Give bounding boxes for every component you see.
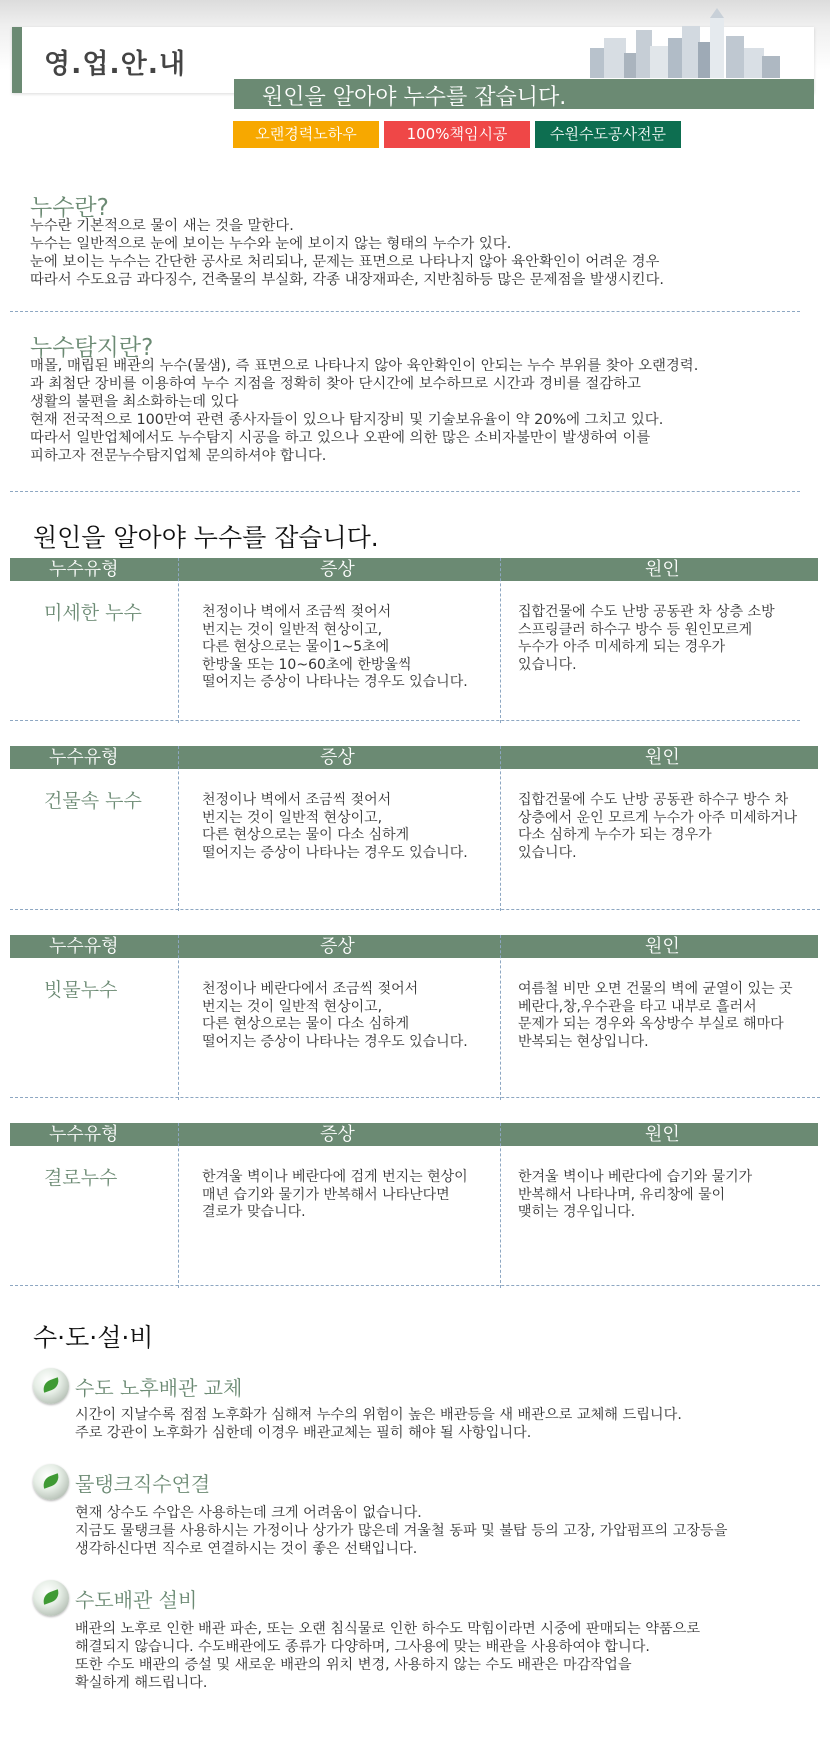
leak-symptom: 천정이나 벽에서 조금씩 젖어서 번지는 것이 일반적 현상이고, 다른 현상으로는 물이 다소 심하게 떨어지는 증상이 나타나는 경우도 있습니다. — [202, 792, 468, 861]
leak-type: 결로누수 — [44, 1167, 118, 1189]
section-heading-plumbing: 수·도·설·비 — [33, 1323, 154, 1352]
leaf-globe-icon — [33, 1580, 69, 1616]
column-divider — [500, 935, 501, 1100]
paragraph-line: 누수란 기본적으로 물이 새는 것을 말한다. — [30, 218, 294, 234]
leak-symptom: 한겨울 벽이나 베란다에 검게 번지는 현상이 매년 습기와 물기가 반복해서 나타난다면 결로가 맞습니다. — [202, 1169, 468, 1220]
paragraph-line: 현재 전국적으로 100만여 관련 종사자들이 있으나 탐지장비 및 기술보유율이 약 20%에 그치고 있다. — [30, 412, 664, 428]
service-description: 현재 상수도 수압은 사용하는데 크게 어려움이 없습니다. 지금도 물탱크를 사용하시는 가정이나 상가가 많은데 겨울철 동파 및 불탑 등의 고장, 가압펌프의 고장등을 생각하신다면 직수로 연결하시는 것이 좋은 선택입니다. — [75, 1505, 728, 1557]
col-label-cause: 원인 — [645, 559, 680, 580]
col-label-type: 누수유형 — [49, 1124, 119, 1145]
paragraph-line: 과 최첨단 장비를 이용하여 누수 지점을 정확히 찾아 단시간에 보수하므로 시간과 경비를 절감하고 — [30, 376, 641, 392]
leak-cause: 집합건물에 수도 난방 공동관 차 상층 소방 스프링클러 하수구 방수 등 원인모르게 누수가 아주 미세하게 되는 경우가 있습니다. — [518, 604, 775, 673]
paragraph-line: 피하고자 전문누수탐지업체 문의하셔야 합니다. — [30, 448, 327, 464]
service-title: 수도배관 설비 — [75, 1588, 198, 1612]
leak-type: 빗물누수 — [44, 979, 118, 1001]
leak-type-card — [10, 1123, 820, 1288]
paragraph-line: 따라서 일반업체에서도 누수탐지 시공을 하고 있으나 오판에 의한 많은 소비자불만이 발생하여 이를 — [30, 430, 651, 446]
divider — [10, 311, 800, 312]
card-header — [10, 935, 818, 958]
leaf-globe-icon — [33, 1464, 69, 1500]
city-buildings-illustration — [590, 8, 780, 78]
col-label-type: 누수유형 — [49, 747, 119, 768]
tag-responsibility: 100%책임시공 — [384, 121, 530, 148]
divider — [10, 1097, 820, 1098]
col-label-cause: 원인 — [645, 1124, 680, 1145]
leak-cause: 집합건물에 수도 난방 공동관 하수구 방수 차 상층에서 운인 모르게 누수가 아주 미세하거나 다소 심하게 누수가 되는 경우가 있습니다. — [518, 792, 798, 861]
card-header — [10, 558, 818, 581]
column-divider — [178, 1123, 179, 1288]
divider — [10, 1285, 820, 1286]
leak-symptom: 천정이나 베란다에서 조금씩 젖어서 번지는 것이 일반적 현상이고, 다른 현상으로는 물이 다소 심하게 떨어지는 증상이 나타나는 경우도 있습니다. — [202, 981, 468, 1050]
section-heading-leak: 누수란? — [30, 195, 109, 221]
col-label-cause: 원인 — [645, 747, 680, 768]
divider — [10, 720, 800, 721]
section-heading-causes: 원인을 알아야 누수를 잡습니다. — [33, 523, 379, 552]
col-label-type: 누수유형 — [49, 559, 119, 580]
col-label-cause: 원인 — [645, 936, 680, 957]
leak-type: 건물속 누수 — [44, 790, 142, 812]
col-label-symptom: 증상 — [320, 747, 355, 768]
leak-symptom: 천정이나 벽에서 조금씩 젖어서 번지는 것이 일반적 현상이고, 다른 현상으로는 물이1~5초에 한방울 또는 10~60초에 한방울씩 떨어지는 증상이 나타나는 경우도 있습니다. — [202, 604, 468, 690]
col-label-type: 누수유형 — [49, 936, 119, 957]
leak-type-card — [10, 746, 820, 911]
leaf-globe-icon — [33, 1368, 69, 1404]
tag-experience: 오랜경력노하우 — [233, 121, 379, 148]
column-divider — [178, 746, 179, 911]
col-label-symptom: 증상 — [320, 1124, 355, 1145]
service-description: 시간이 지날수록 점점 노후화가 심해져 누수의 위험이 높은 배관등을 새 배관으로 교체해 드립니다. 주로 강관이 노후화가 심한데 이경우 배관교체는 필히 해야 될 사항입니다. — [75, 1407, 682, 1441]
page-title: 영.업.안.내 — [44, 49, 187, 80]
service-description: 배관의 노후로 인한 배관 파손, 또는 오랜 침식물로 인한 하수도 막힘이라면 시중에 판매되는 약품으로 해결되지 않습니다. 수도배관에도 종류가 다양하며, 그사용에 맞는 배관을 사용하여야 합니다. 또한 수도 배관의 증설 및 새로운 배관의 위치 변경, 사용하지 않는 수도 배관은 마감작업을 확실하게 해드립니다. — [75, 1621, 701, 1691]
card-header — [10, 746, 818, 769]
column-divider — [500, 746, 501, 911]
column-divider — [178, 558, 179, 723]
service-title: 수도 노후배관 교체 — [75, 1376, 243, 1400]
slogan-text: 원인을 알아야 누수를 잡습니다. — [262, 85, 567, 110]
col-label-symptom: 증상 — [320, 559, 355, 580]
col-label-symptom: 증상 — [320, 936, 355, 957]
tag-specialty: 수원수도공사전문 — [535, 121, 681, 148]
paragraph-line: 매몰, 매립된 배관의 누수(물샘), 즉 표면으로 나타나지 않아 육안확인이 안되는 누수 부위를 찾아 오랜경력. — [30, 358, 699, 374]
leak-type: 미세한 누수 — [44, 602, 142, 624]
column-divider — [500, 1123, 501, 1288]
title-accent-bar — [12, 27, 22, 93]
paragraph-line: 따라서 수도요금 과다징수, 건축물의 부실화, 각종 내장재파손, 지반침하등 많은 문제점을 발생시킨다. — [30, 272, 664, 288]
column-divider — [500, 558, 501, 723]
leak-type-card — [10, 558, 820, 723]
divider — [10, 491, 800, 492]
paragraph-line: 생활의 불편을 최소화하는데 있다 — [30, 394, 239, 410]
paragraph-line: 누수는 일반적으로 눈에 보이는 누수와 눈에 보이지 않는 형태의 누수가 있다. — [30, 236, 512, 252]
column-divider — [178, 935, 179, 1100]
leak-type-card — [10, 935, 820, 1100]
divider — [10, 909, 820, 910]
paragraph-line: 눈에 보이는 누수는 간단한 공사로 처리되나, 문제는 표면으로 나타나지 않아 육안확인이 어려운 경우 — [30, 254, 660, 270]
leak-cause: 한겨울 벽이나 베란다에 습기와 물기가 반복해서 나타나며, 유리창에 물이 맺히는 경우입니다. — [518, 1169, 753, 1220]
leak-cause: 여름철 비만 오면 건물의 벽에 균열이 있는 곳 베란다,창,우수관을 타고 내부로 흘러서 문제가 되는 경우와 옥상방수 부실로 해마다 반복되는 현상입니다. — [518, 981, 793, 1050]
service-title: 물탱크직수연결 — [75, 1472, 211, 1496]
card-header — [10, 1123, 818, 1146]
section-heading-detection: 누수탐지란? — [30, 335, 154, 361]
